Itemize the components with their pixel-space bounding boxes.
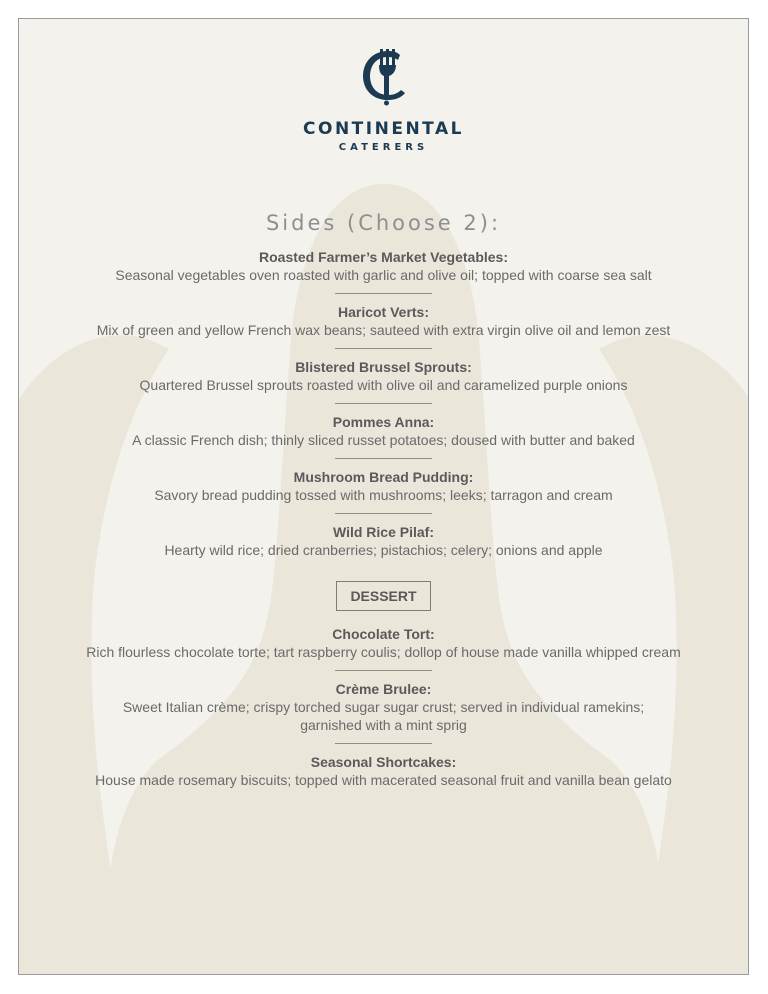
- divider: [335, 743, 432, 744]
- item-description: A classic French dish; thinly sliced russet potatoes; doused with butter and baked: [132, 432, 635, 448]
- menu-page: [18, 18, 749, 975]
- menu-item: [19, 413, 748, 449]
- menu-item: [19, 248, 748, 284]
- logo: [19, 45, 748, 153]
- item-description: Mix of green and yellow French wax beans; sauteed with extra virgin olive oil and lemon zest: [96, 322, 671, 338]
- item-name: Roasted Farmer’s Market Vegetables:: [259, 249, 508, 265]
- brand-name: CONTINENTAL: [303, 119, 464, 139]
- divider: [335, 458, 432, 459]
- item-name: Pommes Anna:: [332, 414, 435, 430]
- divider: [335, 513, 432, 514]
- menu-item: [19, 523, 748, 559]
- menu-item: [19, 358, 748, 394]
- item-description: Seasonal vegetables oven roasted with garlic and olive oil; topped with coarse sea salt: [115, 267, 652, 283]
- menu-content: [19, 211, 748, 789]
- divider: [335, 348, 432, 349]
- item-name: Chocolate Tort:: [332, 626, 435, 642]
- dessert-heading: DESSERT: [336, 581, 430, 611]
- item-name: Haricot Verts:: [337, 304, 430, 320]
- sides-title: Sides (Choose 2):: [265, 211, 502, 235]
- item-name: Blistered Brussel Sprouts:: [295, 359, 472, 375]
- divider: [335, 403, 432, 404]
- item-description: Quartered Brussel sprouts roasted with olive oil and caramelized purple onions: [139, 377, 628, 393]
- menu-item: [19, 753, 748, 789]
- item-name: Seasonal Shortcakes:: [310, 754, 457, 770]
- c-fork-logo-icon: [358, 45, 410, 107]
- divider: [335, 293, 432, 294]
- item-name: Crème Brulee:: [335, 681, 432, 697]
- menu-item: [19, 625, 748, 661]
- divider: [335, 670, 432, 671]
- item-description: Rich flourless chocolate torte; tart raspberry coulis; dollop of house made vanilla whipped cream: [86, 644, 681, 660]
- item-name: Mushroom Bread Pudding:: [293, 469, 474, 485]
- item-description: Hearty wild rice; dried cranberries; pistachios; celery; onions and apple: [164, 542, 603, 558]
- item-description: Sweet Italian crème; crispy torched sugar sugar crust; served in individual ramekins; garnished with a mint sprig: [122, 699, 645, 733]
- item-description: House made rosemary biscuits; topped with macerated seasonal fruit and vanilla bean gelato: [95, 772, 672, 788]
- item-name: Wild Rice Pilaf:: [332, 524, 434, 540]
- menu-item: [19, 303, 748, 339]
- menu-item: [19, 468, 748, 504]
- item-description: Savory bread pudding tossed with mushrooms; leeks; tarragon and cream: [154, 487, 613, 503]
- brand-subtitle: CATERERS: [338, 142, 429, 153]
- menu-item: [19, 680, 748, 734]
